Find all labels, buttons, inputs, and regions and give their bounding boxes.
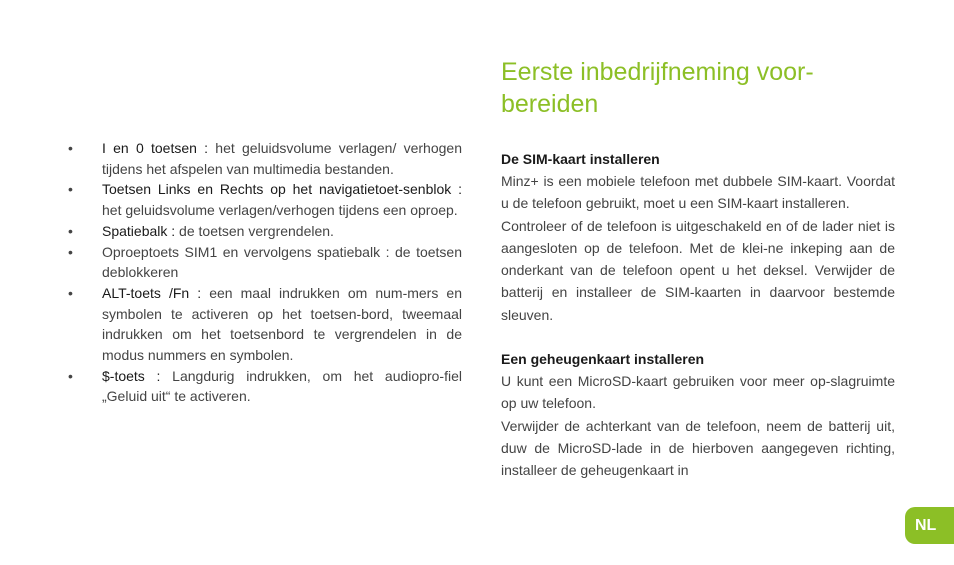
list-item-term: Toetsen Links en Rechts op het navigatietoet-senblok :: [102, 181, 462, 198]
list-item: [68, 221, 462, 242]
bullet: •: [68, 222, 73, 239]
bullet: •: [68, 284, 73, 301]
sim-paragraph-1: Minz+ is een mobiele telefoon met dubbele SIM-kaart. Voordat u de telefoon gebruikt, moet u een SIM-kaart installeren.: [501, 173, 895, 212]
bullet: •: [68, 140, 73, 156]
bullet: •: [68, 181, 73, 198]
list-item-text: de toetsen vergrendelen.: [175, 222, 334, 239]
key-functions-column: [68, 138, 462, 407]
list-item: [68, 283, 462, 366]
list-item-text: het geluidsvolume verlagen/verhogen tijdens een oproep.: [102, 202, 458, 219]
list-item-text: Langdurig indrukken, om het audiopro-fiel „Geluid uit“ te activeren.: [102, 367, 462, 405]
list-item: [68, 179, 462, 220]
bullet: •: [68, 367, 73, 384]
bullet: •: [68, 243, 73, 260]
list-item-term: Spatiebalk :: [102, 222, 176, 239]
list-item-text: een maal indrukken om num-mers en symbolen te activeren op het toetsen-bord, tweemaal indrukken om het toetsenbord te vergrendelen in de modus nummers en symbolen.: [102, 284, 462, 364]
memory-paragraph-2: Verwijder de achterkant van de telefoon, neem de batterij uit, duw de MicroSD-lade in de hierboven aangegeven richting, installeer de geheugenkaart in: [501, 417, 895, 479]
list-item-text: het geluidsvolume verlagen/ verhogen tijdens het afspelen van multimedia bestanden.: [102, 140, 462, 177]
sim-section-heading: De SIM-kaart installeren: [501, 151, 660, 167]
memory-section-heading: Een geheugenkaart installeren: [501, 351, 705, 368]
key-functions-list: [68, 138, 462, 407]
list-item: [68, 366, 462, 407]
setup-column: [501, 56, 895, 482]
list-item-term: ALT-toets /Fn :: [102, 284, 202, 301]
list-item: [68, 242, 462, 283]
sim-paragraph-2: Controleer of de telefoon is uitgeschakeld en of de lader niet is aangesloten op de telefoon. Met de klei-ne inkeping aan de onderkant van de telefoon opent u het deksel. Verwijder de batterij en installeer de SIM-kaarten in daarvoor bestemde sleuven.: [501, 217, 895, 323]
list-item-text: Oproeptoets SIM1 en vervolgens spatiebalk : de toetsen deblokkeren: [102, 243, 462, 281]
list-item-term: $-toets :: [102, 367, 161, 384]
memory-paragraph-1: U kunt een MicroSD-kaart gebruiken voor meer op-slagruimte op uw telefoon.: [501, 373, 895, 412]
list-item: [68, 138, 462, 179]
page-title: Eerste inbedrijfneming voor-bereiden: [501, 58, 814, 118]
section-spacer: [501, 326, 895, 348]
language-tab: NL: [905, 507, 954, 544]
list-item-term: I en 0 toetsen :: [102, 140, 209, 156]
